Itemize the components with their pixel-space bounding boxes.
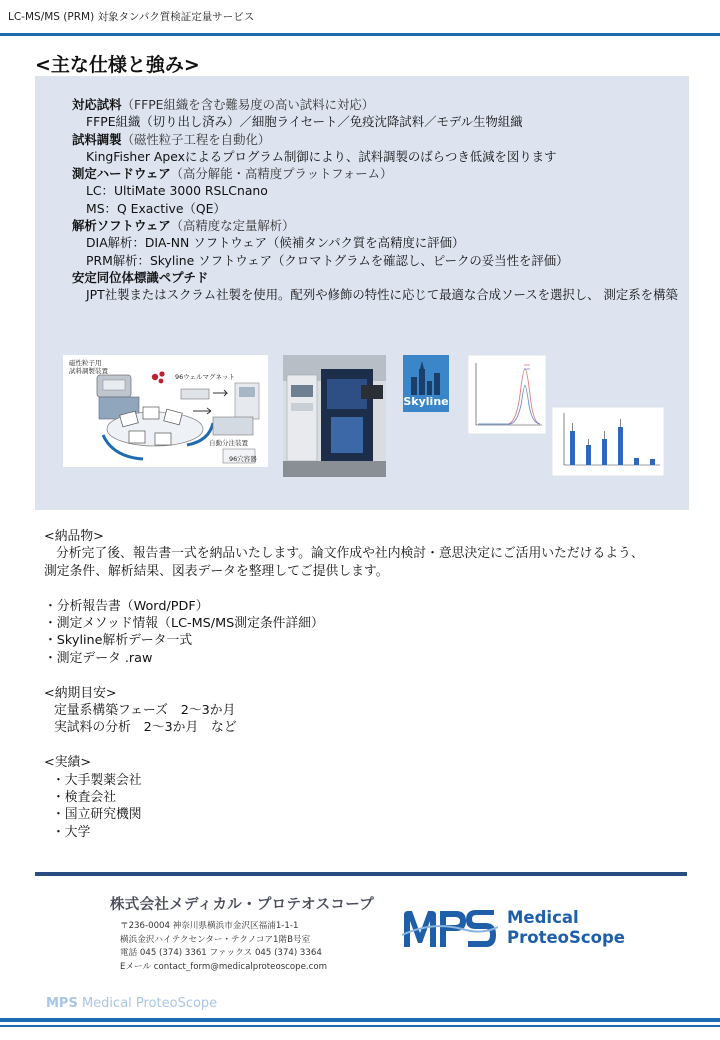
- spec-detail: MS：Q Exactive（QE）: [86, 200, 226, 216]
- deliverables-intro: 分析完了後、報告書一式を納品いたします。論文作成や社内検討・意思決定にご活用いただけるよう、: [56, 546, 644, 562]
- schedule-line: 定量系構築フェーズ 2～3か月: [54, 703, 236, 719]
- spec-note: （高精度な定量解析）: [170, 218, 295, 234]
- company-address: 〒236-0004 神奈川県横浜市金沢区福浦1-1-1: [120, 921, 299, 931]
- deliverable-item: ・分析報告書（Word/PDF）: [44, 598, 209, 614]
- schedule-heading: <納期目安>: [44, 685, 117, 701]
- header-rule: [0, 33, 720, 36]
- spec-detail: JPT社製またはスクラム社製を使用。配列や修飾の特性に応じて最適な合成ソースを選択し、 測定系を構築: [86, 287, 678, 303]
- spec-list: [72, 96, 682, 304]
- mps-logo-icon: [402, 907, 498, 951]
- logo-wordmark: [507, 908, 625, 948]
- workflow-label: 自動分注装置: [209, 439, 248, 447]
- spec-panel: [35, 76, 689, 510]
- logo-word: Medical: [507, 908, 579, 927]
- document-header-title: LC-MS/MS (PRM) 対象タンパク質検証定量サービス: [8, 11, 255, 23]
- chromatogram-figure: [468, 355, 546, 434]
- spec-detail: FFPE組織（切り出し済み）／細胞ライセート／免疫沈降試料／モデル生物組織: [86, 114, 523, 130]
- workflow-label: 試料調製装置: [69, 367, 108, 375]
- bottom-brand-mark: MPS: [46, 996, 78, 1011]
- spec-heading: [72, 131, 682, 148]
- company-info: [120, 920, 327, 974]
- workflow-illustration: [63, 355, 268, 467]
- spec-name: 対応試料: [72, 97, 122, 112]
- spec-detail: LC：UltiMate 3000 RSLCnano: [86, 183, 268, 199]
- spec-name: 安定同位体標識ペプチド: [72, 269, 209, 285]
- quant-barchart-figure: [552, 407, 664, 476]
- deliverable-item: ・測定メソッド情報（LC-MS/MS測定条件詳細）: [44, 616, 324, 632]
- spacer: [44, 737, 694, 754]
- spec-note: （高分解能・高精度プラットフォーム）: [170, 166, 393, 182]
- workflow-label: 96穴容器: [229, 455, 257, 463]
- sample-prep-workflow-figure: [63, 355, 268, 467]
- logo-word: ProteoScope: [507, 928, 625, 947]
- deliverables-intro: 測定条件、解析結果、図表データを整理してご提供します。: [44, 563, 389, 579]
- footer-rule: [35, 872, 687, 876]
- spec-heading: [72, 165, 682, 182]
- spec-note: （磁性粒子工程を自動化）: [121, 131, 271, 147]
- spec-heading: [72, 217, 682, 234]
- spec-detail: KingFisher Apexによるプログラム制御により、試料調製のばらつき低減を図ります: [86, 148, 557, 164]
- record-item: ・大手製薬会社: [52, 772, 142, 788]
- record-item: ・国立研究機関: [52, 807, 142, 823]
- deliverable-item: ・測定データ .raw: [44, 650, 153, 666]
- instrument-photo: [283, 355, 386, 477]
- company-email: Eメール contact_form@medicalproteoscope.com: [120, 961, 327, 972]
- skyline-logo: [403, 355, 449, 412]
- bottom-brand-name: Medical ProteoScope: [81, 996, 218, 1011]
- spacer: [44, 667, 694, 684]
- spec-name: 測定ハードウェア: [72, 166, 171, 182]
- company-phone: 電話 045 (374) 3361 ファックス 045 (374) 3364: [120, 948, 322, 959]
- spec-heading: [72, 96, 682, 113]
- bottom-rule: [0, 1025, 720, 1027]
- workflow-label: 96ウェルマグネット: [175, 373, 235, 381]
- section-heading: <主な仕様と強み>: [35, 54, 200, 76]
- spec-note: （FFPE組織を含む難易度の高い試料に対応）: [121, 97, 375, 112]
- deliverables-heading: <納品物>: [44, 529, 104, 544]
- records-heading: <実績>: [44, 755, 92, 771]
- lc-ms-instrument-image: [283, 355, 386, 477]
- bottom-brand: [46, 996, 217, 1011]
- skyline-label: Skyline: [403, 395, 449, 408]
- spec-detail: DIA解析：DIA-NN ソフトウェア（候補タンパク質を高精度に評価）: [86, 235, 465, 251]
- spec-name: 解析ソフトウェア: [72, 218, 171, 234]
- quant-barchart: [552, 407, 664, 476]
- deliverables-section: [44, 528, 694, 841]
- spec-heading: [72, 269, 682, 286]
- schedule-line: 実試料の分析 2～3か月 など: [54, 720, 237, 736]
- spec-name: 試料調製: [72, 131, 122, 147]
- spec-detail: PRM解析：Skyline ソフトウェア（クロマトグラムを確認し、ピークの妥当性を評価）: [86, 252, 569, 268]
- workflow-label: 磁性粒子用: [69, 359, 102, 367]
- spacer: [44, 580, 694, 597]
- company-address: 横浜金沢ハイテクセンター・テクノコア1階B号室: [120, 934, 311, 945]
- bottom-rule: [0, 1018, 720, 1022]
- record-item: ・検査会社: [52, 790, 116, 806]
- company-name: 株式会社メディカル・プロテオスコープ: [110, 897, 375, 913]
- deliverable-item: ・Skyline解析データ一式: [44, 633, 193, 649]
- chromatogram-plot: [468, 355, 546, 434]
- record-item: ・大学: [52, 824, 91, 840]
